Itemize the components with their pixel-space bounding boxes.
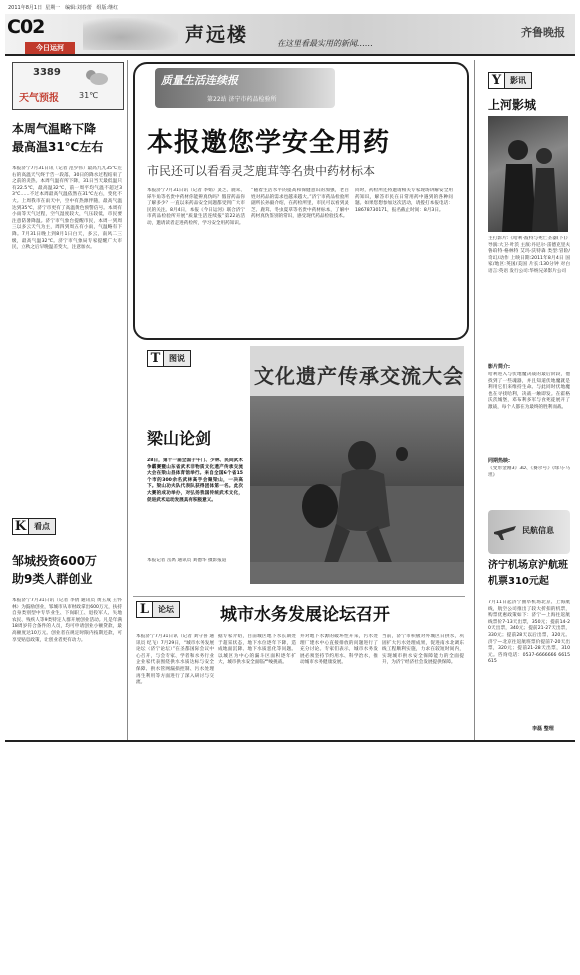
- weather-ad-brand: 天气预报: [19, 93, 59, 104]
- left-column-divider: [127, 60, 128, 740]
- tushuo-letter: T: [147, 350, 164, 367]
- lead-banner: [155, 68, 335, 108]
- flight-credit: 李磊 整理: [532, 726, 554, 732]
- movie-info: 主打影片:《哈利·波特与死亡圣器(下)》 导演:大卫·叶茨 主演:丹尼尔·雷德克里夫 鲁珀特·格林特 艾玛·沃特森 类型:冒险/奇幻/动作 上映日期:2011年8月4日 国家/地区:英国/美国 片长:130分钟 对白语言:英语 发行公司:华纳兄弟影片公司: [488, 236, 570, 274]
- paper-name-logo: 齐鲁晚报: [521, 26, 565, 39]
- page-bottom-rule: [5, 740, 575, 742]
- airplane-icon: [492, 518, 518, 544]
- flight-headline-line1: 济宁机场京沪航班: [488, 560, 568, 571]
- page-section-label: 今日运河: [36, 44, 64, 52]
- weather-ad: [12, 62, 124, 110]
- kanzhe-label: [12, 518, 56, 535]
- luntan-headline: 城市水务发展论坛召开: [220, 605, 390, 625]
- issue-editor: 编辑:刘春蕾: [65, 5, 92, 11]
- weather-ad-phone: 3389: [33, 67, 61, 78]
- tushuo-label: [147, 350, 191, 367]
- wushu-photo-banner-text: 文化遗产传承交流大会: [254, 364, 464, 388]
- lead-banner-title: 质量生活连续报: [161, 74, 238, 87]
- masthead: [5, 14, 575, 56]
- weather-headline-line2: 最高温31℃左右: [12, 140, 104, 154]
- issue-info-bar: [8, 5, 568, 12]
- issue-date: 2011年8月1日: [8, 5, 43, 11]
- section-title: 声远楼: [185, 24, 249, 46]
- kanzhe-headline-line1: 邹城投资600万: [12, 554, 98, 568]
- luntan-col-4: 当前，济宁市积极对外城区日供水，巩固扩大污水处理成果，促进南水北调东线工程顺利实施，力求在较短时间内，实现城市供水安全保障能力的全面提升，为济宁经济社会发展提供保障。: [382, 634, 464, 666]
- lead-col-2: “随着生活水平的提高和保健意识的加强，老百姓对药品的需求也越来越大。”济宁市药品检验所副所长孙毅介绍，在药检所里，市民可以看到灵芝、鹿茸、冬虫夏草等名贵中药材标本，了解中药材真伪鉴别的常识，感受现代药品检验技术。: [251, 188, 349, 220]
- tushuo-headline: 梁山论剑: [147, 429, 212, 448]
- movie-poster-figure: [488, 116, 568, 232]
- weather-ad-icon: [83, 67, 109, 87]
- section-tagline: 在这里看最实用的新闻……: [277, 39, 373, 48]
- lead-col-3: 同时，药检所还将邀请相关专家现场讲解安全用药知识，解答市民在日常用药中遇到的各种问题。如果您想参加这次活动，请拨打本报电话：18678730171，报名截止时间：8月3日。: [355, 188, 453, 213]
- movie-word: 影讯: [505, 72, 532, 89]
- movie-cinema-name: 上河影城: [488, 98, 537, 112]
- page-code: C02: [7, 16, 45, 38]
- luntan-col-2: 据专家介绍，目前城区地下水长期处于超采状态，地下水位逐年下降，造成地面沉降、地下水质恶化等问题。以城区为中心的漏斗区面积逐年扩大，城市供水安全面临严峻挑战。: [218, 634, 296, 666]
- tushuo-photo-credit: 本报记者 岳禹 通讯员 刘德华 摄影报道: [147, 558, 227, 563]
- wushu-fighters-figure: [250, 386, 464, 584]
- weather-headline: [12, 120, 127, 156]
- movie-intro: 哈利进入与伏地魔决战的最后阶段，他找到了一些魂器，并且知道伏地魔就是利用它们来维持生命。与此同时伏地魔也在寻找哈利，决战一触即发。在霍格沃茨城堡，邓布利多军与食死徒展开了激战，每个人都在为最终的胜利而战。: [488, 372, 570, 410]
- kanzhe-headline-line2: 助9类人群创业: [12, 572, 93, 586]
- kanzhe-letter: K: [12, 518, 29, 535]
- masthead-decor: [83, 18, 178, 50]
- luntan-col-3: 并对地下水源的破坏性开采，污水处理厂建水中心直接排放的问题进行了充分讨论。专家们表示，城市水务发展必须坚持节约用水、科学治水，推动城市水务健康发展。: [300, 634, 378, 666]
- luntan-col-1: 本报济宁7月31日讯（记者 刘守喜 通讯员 纪飞）7月29日，“城市水务发展论坛（济宁论坛）”在圣都国际会议中心召开，与会专家、学者和水务行业企业家代表围绕供水水质达标与安全保障、供水管网漏损控制、污水处理再生利用等方面进行了深入研讨与交流。: [136, 634, 214, 686]
- flight-badge-label: 民航信息: [522, 526, 554, 535]
- weather-ad-temp: 31℃: [79, 91, 99, 100]
- movie-letter: Y: [488, 72, 505, 89]
- movie-label: [488, 72, 532, 89]
- luntan-word: 论坛: [153, 601, 180, 618]
- right-column-divider: [474, 60, 475, 740]
- lead-headline: 本报邀您学安全用药: [147, 128, 391, 158]
- movie-showtime-head: 同期热映:: [488, 458, 510, 464]
- lead-story-box: [133, 62, 469, 340]
- movie-intro-head: 影片简介:: [488, 364, 510, 370]
- kanzhe-headline: [12, 552, 127, 588]
- flight-headline-line2: 机票310元起: [488, 576, 549, 587]
- kanzhe-article-body: 本报济宁7月31日讯（记者 李倩 通讯员 黄玉成 王怀林）为鼓励创业，邹城市从市财政拿出600万元，扶持自身类别型中专毕业生、下岗职工、退役军人、失地农民、残疾人等9类特定人群开展创业活动。凡是年满18周岁符合条件的人员，均可申请创业小额贷款，最高额度达10万元。创业者在规定时限内按期还款，可享受贴息政策，让创业者更有动力。: [12, 598, 122, 643]
- issue-layout: 组版:继红: [96, 5, 119, 11]
- lead-banner-sub: 第22站 济宁市药品检验所: [207, 96, 277, 103]
- issue-weekday: 星期一: [45, 5, 61, 11]
- movie-poster: [488, 116, 568, 232]
- luntan-label: [136, 601, 180, 618]
- weather-article-body: 本报济宁7月31日讯（记者 范少伟）最高九九35℃左右的高温天气终于告一段落，30日的降水过程结束了之前的炎热。本周气温有所下降，31日当天最低温只有22.5℃，最高温32℃，前一周平均气温不超过33℃……不过本周最高气温依然在31℃左右，变化不大。上周我市在雨天中，空中有热源伴随，最高气温达到35℃，济宁市更有了高温黄色预警信号。本周有小雨等天气过程，空气湿度较大，气压较低，市民要注意防暑降温。济宁市气象台提醒市民，本周一到周三以多云天气为主，周四到周五有小雨，气温略有下降。7月31日晚上到8月1日白天，多云，南风二三级，最高气温32℃。济宁市气象局专家提醒广大市民，立秋之后早晚温差变大，注意加衣。: [12, 166, 122, 251]
- luntan-letter: L: [136, 601, 153, 618]
- luntan-rule: [133, 596, 465, 597]
- tushuo-word: 图说: [164, 350, 191, 367]
- kanzhe-word: 看点: [29, 518, 56, 535]
- page-section-tab: [25, 42, 75, 54]
- movie-showtime: 《变形金刚3》3D、《赛尔号》《绿马·马坦》: [488, 466, 570, 478]
- flight-badge: [488, 510, 570, 554]
- weather-headline-line1: 本周气温略下降: [12, 122, 97, 136]
- wushu-photo: [250, 346, 464, 584]
- lead-subheadline: 市民还可以看看灵芝鹿茸等名贵中药材标本: [147, 164, 376, 178]
- tushuo-article-body: 28日，第十一届全国子午门、少林、民间武术争霸赛暨山东省武术非物质文化遗产传承交流大会在梁山县体育馆举行。来自全国6个省15个市的300余名武林高手会聚梁山，一决高下。梁山功夫队代表队获得团体第一名。此次大赛的成功举办，对弘扬我国传统武术文化，促进武术运动发展具有积极意义。: [147, 458, 243, 503]
- lead-col-1: 本报济宁7月31日讯（记者 李娟）灵芝、鹿茸、犀牛角等名贵中药材你能辨真伪吗？假冒药品你了解多少？一直以来药品安全问题都受到广大市民的关注。8月4日，本报《今日运河》联合济宁市药品检验所开展“质量生活连续报”第22站活动，邀请读者走进药检所，学习安全用药知识。: [147, 188, 245, 226]
- flight-article-body: 7月11日起济宁曲阜机场北京、上海航线，航空公司推出了较大折扣的机票，购票优惠政策如下：济宁—上海往返航线票价7-13天出票，350元；提前14-20天出票，340元；提前21-27天出票，330元；提前28天以后出票，320元。济宁—北京往返航班票价提前7-20天出票，320元；提前21-28天出票，310元。咨询电话：0537-6666666 6615615: [488, 600, 570, 665]
- flight-headline: [488, 558, 574, 590]
